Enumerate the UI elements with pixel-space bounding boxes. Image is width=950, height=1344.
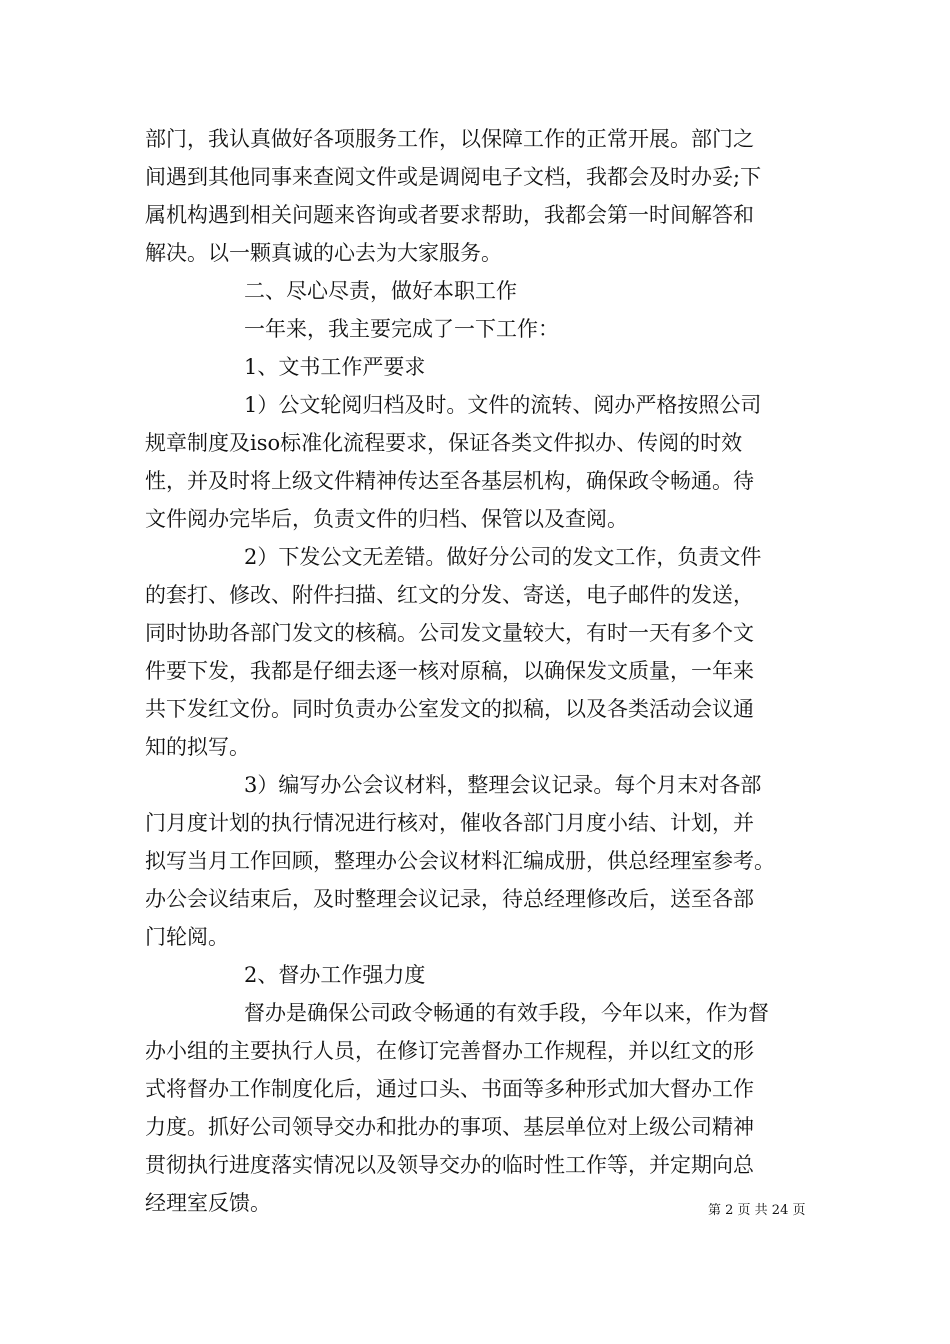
text-line: 部门，我认真做好各项服务工作，以保障工作的正常开展。部门之 <box>145 127 754 151</box>
text-line: 2）下发公文无差错。做好分公司的发文工作，负责文件 <box>244 545 762 569</box>
text-line: 知的拟写。 <box>145 735 250 759</box>
text-line: 一年来，我主要完成了一下工作： <box>244 317 559 341</box>
text-line: 贯彻执行进度落实情况以及领导交办的临时性工作等，并定期向总 <box>145 1153 754 1177</box>
text-line: 力度。抓好公司领导交办和批办的事项、基层单位对上级公司精神 <box>145 1115 754 1139</box>
text-line: 经理室反馈。 <box>145 1191 271 1215</box>
text-line: 间遇到其他同事来查阅文件或是调阅电子文档，我都会及时办妥;下 <box>145 165 762 189</box>
text-line: 共下发红文份。同时负责办公室发文的拟稿，以及各类活动会议通 <box>145 697 754 721</box>
text-line: 式将督办工作制度化后，通过口头、书面等多种形式加大督办工作 <box>145 1077 754 1101</box>
text-line: 门月度计划的执行情况进行核对，催收各部门月度小结、计划，并 <box>145 811 754 835</box>
text-line: 办小组的主要执行人员，在修订完善督办工作规程，并以红文的形 <box>145 1039 754 1063</box>
section-heading: 1、文书工作严要求 <box>244 355 426 379</box>
text-line: 督办是确保公司政令畅通的有效手段，今年以来，作为督 <box>244 1001 769 1025</box>
text-line: 解决。以一颗真诚的心去为大家服务。 <box>145 241 502 265</box>
text-line: 件要下发，我都是仔细去逐一核对原稿，以确保发文质量，一年来 <box>145 659 754 683</box>
text-line: 拟写当月工作回顾，整理办公会议材料汇编成册，供总经理室参考。 <box>145 849 775 873</box>
text-line: 性，并及时将上级文件精神传达至各基层机构，确保政令畅通。待 <box>145 469 754 493</box>
text-line: 门轮阅。 <box>145 925 229 949</box>
text-line: 同时协助各部门发文的核稿。公司发文量较大，有时一天有多个文 <box>145 621 754 645</box>
document-body <box>145 120 835 1222</box>
text-line: 规章制度及iso标准化流程要求，保证各类文件拟办、传阅的时效 <box>145 431 743 455</box>
section-heading: 二、尽心尽责，做好本职工作 <box>244 279 517 303</box>
section-heading: 2、督办工作强力度 <box>244 963 426 987</box>
text-line: 属机构遇到相关问题来咨询或者要求帮助，我都会第一时间解答和 <box>145 203 754 227</box>
text-line: 文件阅办完毕后，负责文件的归档、保管以及查阅。 <box>145 507 628 531</box>
text-line: 办公会议结束后，及时整理会议记录，待总经理修改后，送至各部 <box>145 887 754 911</box>
text-line: 3）编写办公会议材料，整理会议记录。每个月末对各部 <box>244 773 762 797</box>
page-number-footer: 第 2 页 共 24 页 <box>708 1203 806 1218</box>
text-line: 1）公文轮阅归档及时。文件的流转、阅办严格按照公司 <box>244 393 762 417</box>
text-line: 的套打、修改、附件扫描、红文的分发、寄送，电子邮件的发送， <box>145 583 754 607</box>
